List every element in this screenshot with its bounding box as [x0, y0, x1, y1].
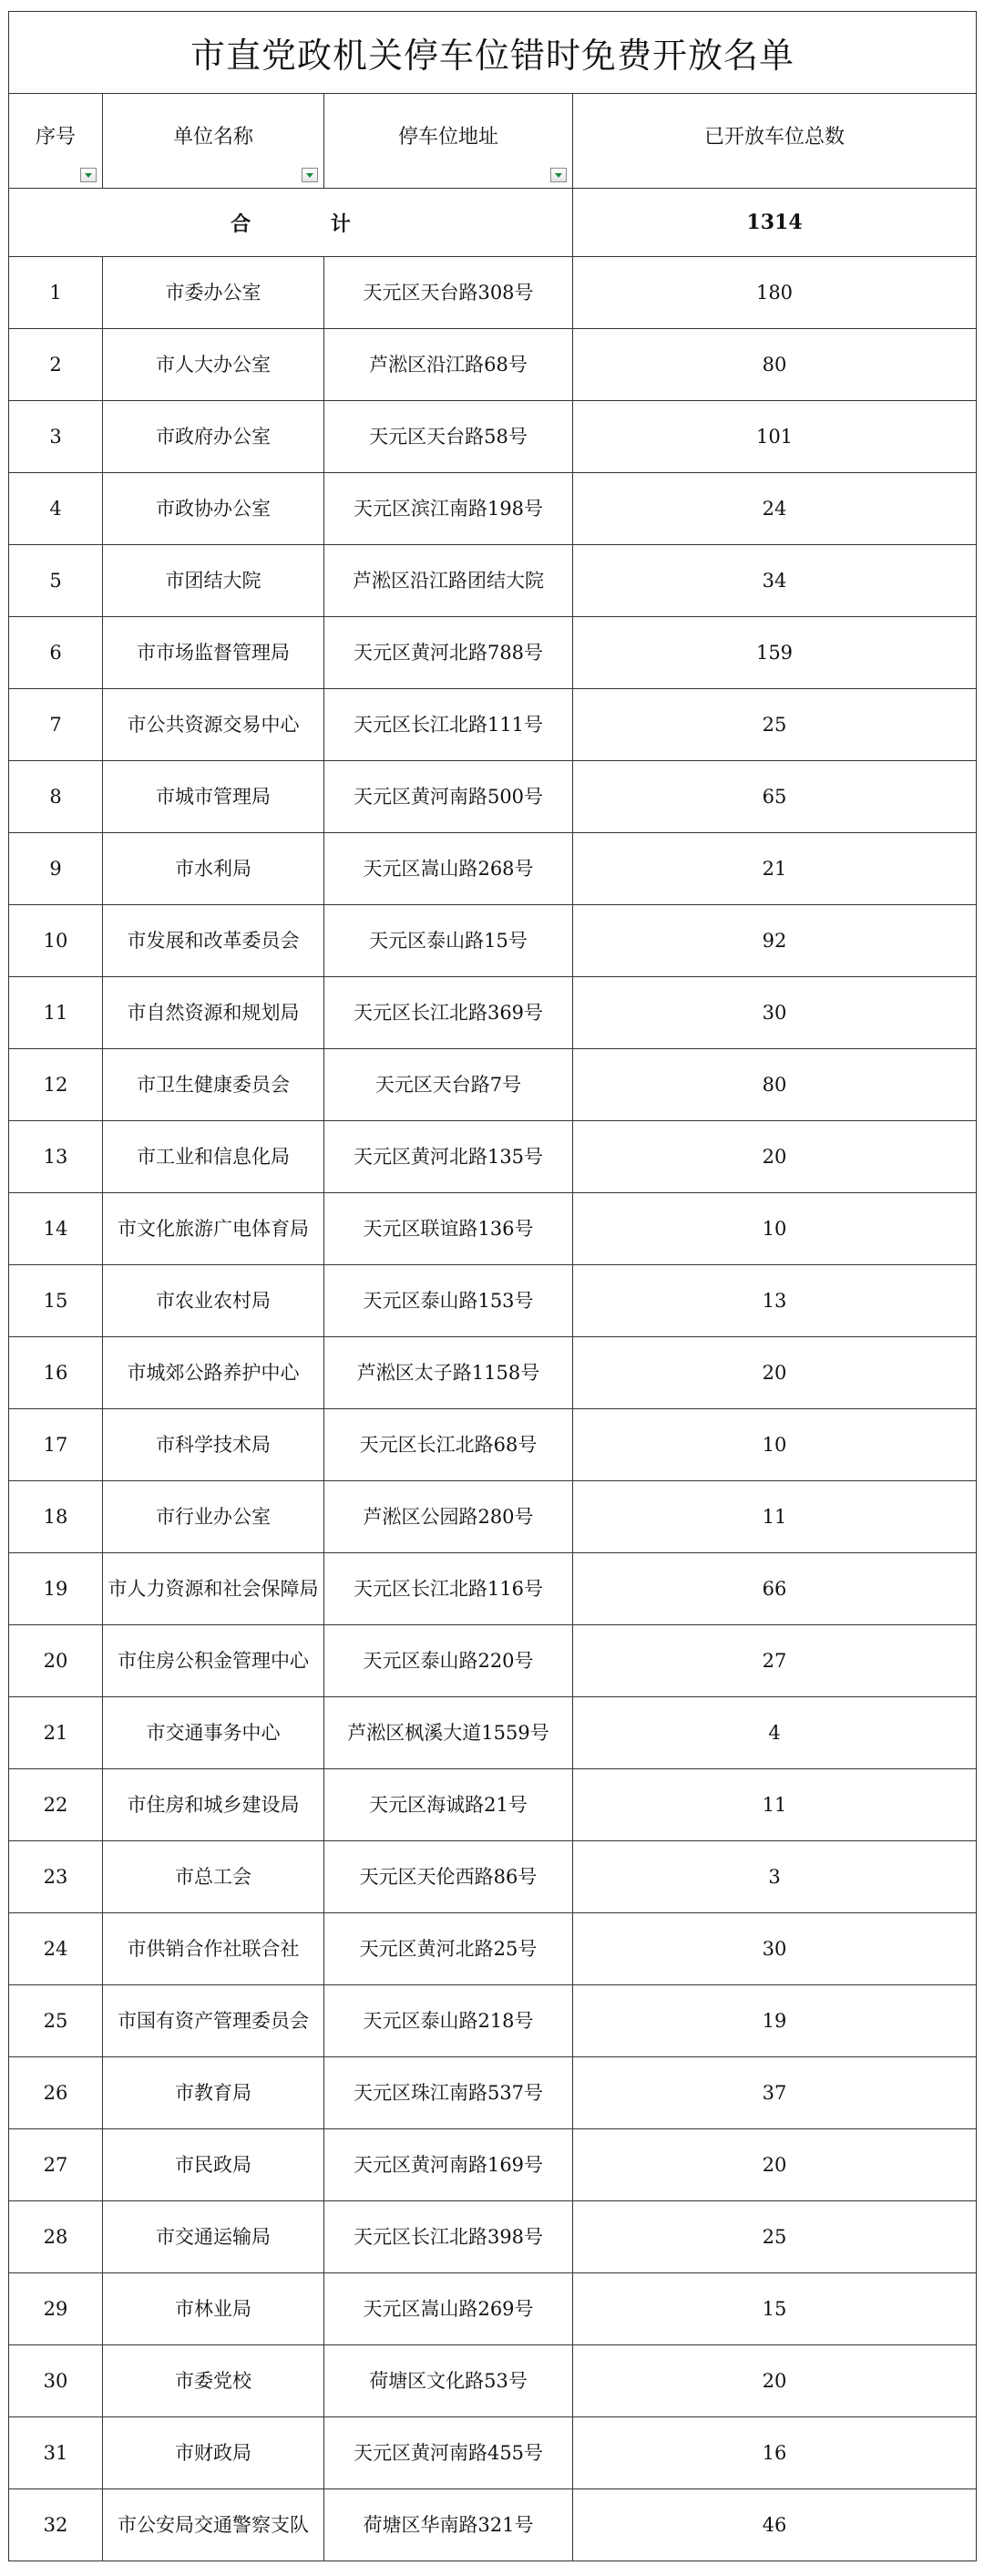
cell-address[interactable]: 芦淞区公园路280号: [324, 1481, 573, 1553]
cell-seq[interactable]: 27: [9, 2129, 103, 2201]
total-value: 1314: [573, 189, 977, 257]
header-unit-label: 单位名称: [172, 126, 253, 149]
cell-count[interactable]: 19: [573, 1985, 977, 2057]
cell-unit[interactable]: 市农业农村局: [103, 1265, 324, 1337]
cell-count[interactable]: 27: [573, 1625, 977, 1697]
cell-unit[interactable]: 市自然资源和规划局: [103, 977, 324, 1049]
cell-count[interactable]: 10: [573, 1193, 977, 1265]
cell-seq[interactable]: 17: [9, 1409, 103, 1481]
cell-unit[interactable]: 市林业局: [103, 2273, 324, 2345]
table-row: [9, 401, 977, 473]
cell-address[interactable]: 芦淞区沿江路团结大院: [324, 545, 573, 617]
cell-address[interactable]: 天元区天台路58号: [324, 401, 573, 473]
cell-count[interactable]: 92: [573, 905, 977, 977]
table-row: [9, 977, 977, 1049]
cell-count[interactable]: 180: [573, 257, 977, 329]
cell-count[interactable]: 25: [573, 689, 977, 761]
table-row: [9, 1769, 977, 1841]
cell-unit[interactable]: 市文化旅游广电体育局: [103, 1193, 324, 1265]
cell-count[interactable]: 24: [573, 473, 977, 545]
cell-address[interactable]: 天元区嵩山路268号: [324, 833, 573, 905]
filter-dropdown-icon[interactable]: [80, 168, 97, 182]
cell-seq[interactable]: 9: [9, 833, 103, 905]
cell-address[interactable]: 天元区黄河北路135号: [324, 1121, 573, 1193]
header-seq: [9, 94, 103, 189]
cell-unit[interactable]: 市国有资产管理委员会: [103, 1985, 324, 2057]
cell-unit[interactable]: 市人大办公室: [103, 329, 324, 401]
cell-seq[interactable]: 21: [9, 1697, 103, 1769]
table-row: [9, 689, 977, 761]
table-row: [9, 2201, 977, 2273]
cell-seq[interactable]: 7: [9, 689, 103, 761]
cell-seq[interactable]: 23: [9, 1841, 103, 1913]
cell-seq[interactable]: 14: [9, 1193, 103, 1265]
total-label-cell: [9, 189, 573, 257]
table-title: 市直党政机关停车位错时免费开放名单: [9, 12, 977, 94]
cell-seq[interactable]: 3: [9, 401, 103, 473]
cell-unit[interactable]: 市城市管理局: [103, 761, 324, 833]
cell-count[interactable]: 20: [573, 1121, 977, 1193]
cell-seq[interactable]: 29: [9, 2273, 103, 2345]
cell-address[interactable]: 天元区珠江南路537号: [324, 2057, 573, 2129]
cell-count[interactable]: 4: [573, 1697, 977, 1769]
cell-address[interactable]: 天元区长江北路68号: [324, 1409, 573, 1481]
cell-seq[interactable]: 20: [9, 1625, 103, 1697]
cell-unit[interactable]: 市公共资源交易中心: [103, 689, 324, 761]
table-row: [9, 2129, 977, 2201]
cell-address[interactable]: 天元区滨江南路198号: [324, 473, 573, 545]
table-row: [9, 545, 977, 617]
cell-count[interactable]: 37: [573, 2057, 977, 2129]
table-row: [9, 1265, 977, 1337]
cell-seq[interactable]: 22: [9, 1769, 103, 1841]
cell-seq[interactable]: 26: [9, 2057, 103, 2129]
cell-seq[interactable]: 18: [9, 1481, 103, 1553]
cell-address[interactable]: 芦淞区沿江路68号: [324, 329, 573, 401]
table-row: [9, 1337, 977, 1409]
cell-count[interactable]: 3: [573, 1841, 977, 1913]
cell-count[interactable]: 80: [573, 329, 977, 401]
header-row: [9, 94, 977, 189]
cell-address[interactable]: 天元区泰山路218号: [324, 1985, 573, 2057]
cell-seq[interactable]: 10: [9, 905, 103, 977]
table-row: [9, 1049, 977, 1121]
cell-unit[interactable]: 市住房和城乡建设局: [103, 1769, 324, 1841]
cell-unit[interactable]: 市供销合作社联合社: [103, 1913, 324, 1985]
cell-seq[interactable]: 6: [9, 617, 103, 689]
cell-unit[interactable]: 市公安局交通警察支队: [103, 2489, 324, 2561]
cell-seq[interactable]: 25: [9, 1985, 103, 2057]
header-unit: [103, 94, 324, 189]
cell-count[interactable]: 15: [573, 2273, 977, 2345]
cell-unit[interactable]: 市民政局: [103, 2129, 324, 2201]
cell-count[interactable]: 10: [573, 1409, 977, 1481]
cell-seq[interactable]: 4: [9, 473, 103, 545]
cell-address[interactable]: 天元区黄河南路169号: [324, 2129, 573, 2201]
table-row: [9, 329, 977, 401]
parking-list-table: [8, 11, 977, 2561]
cell-seq[interactable]: 11: [9, 977, 103, 1049]
cell-address[interactable]: 荷塘区文化路53号: [324, 2345, 573, 2417]
table-row: [9, 1625, 977, 1697]
table-row: [9, 1409, 977, 1481]
cell-count[interactable]: 25: [573, 2201, 977, 2273]
table-row: [9, 2489, 977, 2561]
cell-count[interactable]: 80: [573, 1049, 977, 1121]
cell-address[interactable]: 天元区长江北路398号: [324, 2201, 573, 2273]
header-address-label: 停车位地址: [397, 126, 498, 149]
cell-seq[interactable]: 15: [9, 1265, 103, 1337]
cell-address[interactable]: 芦淞区枫溪大道1559号: [324, 1697, 573, 1769]
filter-dropdown-icon[interactable]: [550, 168, 567, 182]
table-row: [9, 2273, 977, 2345]
cell-unit[interactable]: 市教育局: [103, 2057, 324, 2129]
cell-count[interactable]: 159: [573, 617, 977, 689]
table-row: [9, 2057, 977, 2129]
cell-count[interactable]: 11: [573, 1481, 977, 1553]
table-row: [9, 761, 977, 833]
cell-count[interactable]: 30: [573, 1913, 977, 1985]
cell-unit[interactable]: 市工业和信息化局: [103, 1121, 324, 1193]
cell-count[interactable]: 20: [573, 1337, 977, 1409]
cell-unit[interactable]: 市团结大院: [103, 545, 324, 617]
table-row: [9, 1553, 977, 1625]
table-row: [9, 1985, 977, 2057]
cell-unit[interactable]: 市市场监督管理局: [103, 617, 324, 689]
header-seq-label: 序号: [35, 126, 76, 149]
cell-count[interactable]: 65: [573, 761, 977, 833]
cell-unit[interactable]: 市委党校: [103, 2345, 324, 2417]
cell-unit[interactable]: 市总工会: [103, 1841, 324, 1913]
cell-seq[interactable]: 24: [9, 1913, 103, 1985]
cell-unit[interactable]: 市委办公室: [103, 257, 324, 329]
cell-seq[interactable]: 32: [9, 2489, 103, 2561]
cell-unit[interactable]: 市卫生健康委员会: [103, 1049, 324, 1121]
cell-seq[interactable]: 16: [9, 1337, 103, 1409]
table-row: [9, 2345, 977, 2417]
cell-address[interactable]: 天元区长江北路116号: [324, 1553, 573, 1625]
cell-address[interactable]: 天元区天伦西路86号: [324, 1841, 573, 1913]
table-row: [9, 833, 977, 905]
cell-seq[interactable]: 12: [9, 1049, 103, 1121]
title-row: [9, 12, 977, 94]
cell-address[interactable]: 荷塘区华南路321号: [324, 2489, 573, 2561]
cell-unit[interactable]: 市住房公积金管理中心: [103, 1625, 324, 1697]
total-row: [9, 189, 977, 257]
cell-address[interactable]: 天元区黄河南路500号: [324, 761, 573, 833]
cell-address[interactable]: 天元区海诚路21号: [324, 1769, 573, 1841]
table-row: [9, 617, 977, 689]
table-row: [9, 2417, 977, 2489]
cell-address[interactable]: 天元区嵩山路269号: [324, 2273, 573, 2345]
table-row: [9, 1481, 977, 1553]
cell-seq[interactable]: 5: [9, 545, 103, 617]
cell-count[interactable]: 13: [573, 1265, 977, 1337]
cell-unit[interactable]: 市财政局: [103, 2417, 324, 2489]
cell-unit[interactable]: 市发展和改革委员会: [103, 905, 324, 977]
header-count: [573, 94, 977, 189]
cell-unit[interactable]: 市水利局: [103, 833, 324, 905]
cell-seq[interactable]: 28: [9, 2201, 103, 2273]
cell-seq[interactable]: 2: [9, 329, 103, 401]
cell-address[interactable]: 芦淞区太子路1158号: [324, 1337, 573, 1409]
cell-seq[interactable]: 13: [9, 1121, 103, 1193]
cell-count[interactable]: 20: [573, 2129, 977, 2201]
cell-seq[interactable]: 30: [9, 2345, 103, 2417]
cell-seq[interactable]: 8: [9, 761, 103, 833]
filter-dropdown-icon[interactable]: [302, 168, 318, 182]
table-row: [9, 1841, 977, 1913]
cell-unit[interactable]: 市政府办公室: [103, 401, 324, 473]
header-address: [324, 94, 573, 189]
cell-address[interactable]: 天元区泰山路153号: [324, 1265, 573, 1337]
cell-unit[interactable]: 市科学技术局: [103, 1409, 324, 1481]
cell-address[interactable]: 天元区天台路308号: [324, 257, 573, 329]
cell-address[interactable]: 天元区黄河南路455号: [324, 2417, 573, 2489]
cell-seq[interactable]: 31: [9, 2417, 103, 2489]
cell-count[interactable]: 34: [573, 545, 977, 617]
cell-count[interactable]: 21: [573, 833, 977, 905]
cell-count[interactable]: 46: [573, 2489, 977, 2561]
table-row: [9, 1121, 977, 1193]
table-row: [9, 1913, 977, 1985]
cell-address[interactable]: 天元区天台路7号: [324, 1049, 573, 1121]
total-label: 合 计: [231, 211, 387, 236]
cell-seq[interactable]: 1: [9, 257, 103, 329]
cell-unit[interactable]: 市政协办公室: [103, 473, 324, 545]
cell-address[interactable]: 天元区联谊路136号: [324, 1193, 573, 1265]
cell-count[interactable]: 16: [573, 2417, 977, 2489]
cell-count[interactable]: 11: [573, 1769, 977, 1841]
cell-unit[interactable]: 市交通事务中心: [103, 1697, 324, 1769]
cell-seq[interactable]: 19: [9, 1553, 103, 1625]
cell-count[interactable]: 20: [573, 2345, 977, 2417]
table-row: [9, 905, 977, 977]
table-row: [9, 257, 977, 329]
cell-address[interactable]: 天元区泰山路15号: [324, 905, 573, 977]
table-row: [9, 1193, 977, 1265]
cell-address[interactable]: 天元区长江北路369号: [324, 977, 573, 1049]
header-count-label: 已开放车位总数: [704, 126, 846, 149]
table-row: [9, 473, 977, 545]
cell-unit[interactable]: 市城郊公路养护中心: [103, 1337, 324, 1409]
cell-address[interactable]: 天元区黄河北路25号: [324, 1913, 573, 1985]
table-row: [9, 1697, 977, 1769]
cell-unit[interactable]: 市人力资源和社会保障局: [103, 1553, 324, 1625]
cell-count[interactable]: 30: [573, 977, 977, 1049]
cell-address[interactable]: 天元区黄河北路788号: [324, 617, 573, 689]
cell-count[interactable]: 66: [573, 1553, 977, 1625]
cell-unit[interactable]: 市行业办公室: [103, 1481, 324, 1553]
cell-address[interactable]: 天元区泰山路220号: [324, 1625, 573, 1697]
cell-address[interactable]: 天元区长江北路111号: [324, 689, 573, 761]
cell-unit[interactable]: 市交通运输局: [103, 2201, 324, 2273]
cell-count[interactable]: 101: [573, 401, 977, 473]
